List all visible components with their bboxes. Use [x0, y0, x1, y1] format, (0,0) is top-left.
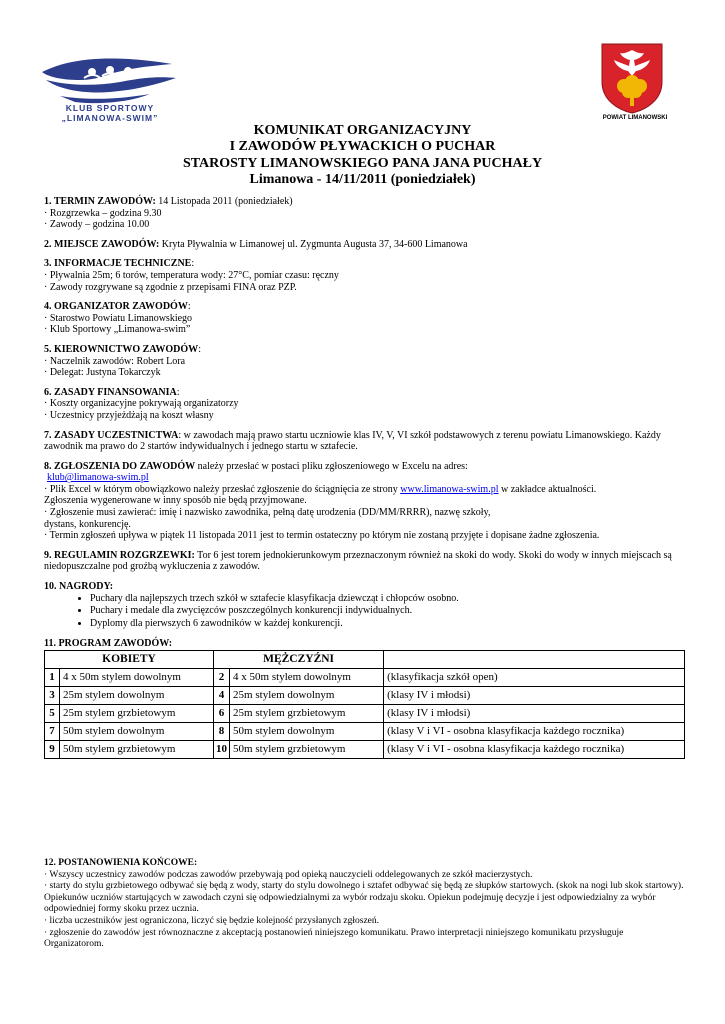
section-7-heading: 7. ZASADY UCZESTNICTWA	[44, 429, 179, 441]
section-10-heading: 10. NAGRODY:	[44, 581, 114, 593]
list-item: • Dyplomy dla pierwszych 6 zawodników w każdej konkurencji.	[90, 618, 684, 631]
section-12-line3: · liczba uczestników jest ograniczona, liczyć się będzie kolejność przysłanych zgłoszeń.	[44, 915, 380, 926]
event-number: 2	[214, 668, 230, 686]
section-8-line1a: · Plik Excel w którym obowiązkowo należy przesłać zgłoszenie do ściągnięcia ze strony	[44, 483, 401, 495]
table-row	[45, 740, 685, 758]
event-women: 4 x 50m stylem dowolnym	[60, 668, 214, 686]
section-3	[44, 258, 684, 293]
section-5-line1: · Naczelnik zawodów: Robert Lora	[44, 355, 186, 367]
section-5-line2: · Delegat: Justyna Tokarczyk	[44, 367, 161, 379]
event-note: (klasyfikacja szkół open)	[384, 668, 685, 686]
event-number: 7	[45, 722, 60, 740]
section-5-heading: 5. KIEROWNICTWO ZAWODÓW	[44, 343, 199, 355]
section-2-text: Kryta Pływalnia w Limanowej ul. Zygmunta Augusta 37, 34-600 Limanowa	[159, 238, 468, 250]
section-8-line2: Zgłoszenia wygenerowane w inny sposób nie będą przyjmowane.	[44, 495, 307, 507]
event-number: 6	[214, 704, 230, 722]
section-1-text: 14 Listopada 2011 (poniedziałek)	[155, 196, 293, 207]
table-row	[45, 686, 685, 704]
section-6-colon: :	[176, 386, 180, 398]
section-3-colon: :	[191, 258, 195, 270]
coat-of-arms-icon	[600, 42, 664, 114]
table-row	[45, 668, 685, 686]
event-number: 3	[45, 686, 60, 704]
event-women: 25m stylem grzbietowym	[60, 704, 214, 722]
event-men: 50m stylem dowolnym	[230, 722, 384, 740]
section-9	[44, 550, 684, 573]
section-1	[44, 196, 684, 231]
section-9-heading: 9. REGULAMIN ROZGRZEWKI:	[44, 549, 195, 561]
table-row	[45, 704, 685, 722]
section-2	[44, 239, 684, 251]
section-5-colon: :	[198, 343, 201, 355]
section-9-text: Tor 6 jest torem jednokierunkowym przeznaczonym również na skoki do wody. Skoki do wody w innych miejscach są niedopuszczalne pod groźbą wykluczenia z zawodów.	[44, 549, 672, 573]
event-men: 4 x 50m stylem dowolnym	[230, 668, 384, 686]
section-4-heading: 4. ORGANIZATOR ZAWODÓW	[44, 301, 188, 313]
section-6	[44, 387, 684, 422]
section-7-text: : w zawodach mają prawo startu uczniowie klas IV, V, VI szkół podstawowych z terenu powiatu Limanowskiego. Każdy zawodnik ma prawo do 2 startów indywidualnych i jednego startu w sztafecie.	[44, 429, 661, 453]
section-6-line2: · Uczestnicy przyjeżdżają na koszt własny	[44, 409, 214, 421]
section-5	[44, 344, 684, 379]
event-women: 50m stylem grzbietowym	[60, 740, 214, 758]
section-8	[44, 461, 684, 542]
event-note: (klasy IV i młodsi)	[384, 686, 685, 704]
event-number: 5	[45, 704, 60, 722]
title-line4: Limanowa - 14/11/2011 (poniedziałek)	[249, 171, 476, 187]
document-body	[44, 196, 684, 759]
section-6-heading: 6. ZASADY FINANSOWANIA	[44, 386, 177, 398]
email-link[interactable]: klub@limanowa-swim.pl	[47, 472, 149, 484]
section-7	[44, 430, 684, 453]
list-item: • Puchary i medale dla zwycięzców poszczególnych konkurencji indywidualnych.	[90, 605, 684, 618]
column-header-women: KOBIETY	[45, 650, 214, 668]
section-1-line2: · Zawody – godzina 10.00	[44, 219, 150, 231]
section-12	[44, 858, 684, 951]
title-line1: KOMUNIKAT ORGANIZACYJNY	[253, 123, 472, 138]
section-3-line1: · Pływalnia 25m; 6 torów, temperatura wody: 27°C, pomiar czasu: ręczny	[44, 269, 339, 281]
section-1-line1: · Rozgrzewka – godzina 9.30	[44, 207, 162, 219]
event-number: 10	[214, 740, 230, 758]
event-note: (klasy V i VI - osobna klasyfikacja każdego rocznika)	[384, 722, 685, 740]
website-link[interactable]: www.limanowa-swim.pl	[400, 483, 499, 495]
section-6-line1: · Koszty organizacyjne pokrywają organizatorzy	[44, 398, 239, 410]
section-2-heading: 2. MIEJSCE ZAWODÓW:	[44, 238, 160, 250]
section-4-colon: :	[187, 301, 191, 313]
title-line2: I ZAWODÓW PŁYWACKICH O PUCHAR	[229, 139, 496, 155]
document-title	[150, 123, 575, 188]
club-name-line2: „LIMANOWA-SWIM”	[61, 113, 159, 123]
event-number: 4	[214, 686, 230, 704]
section-8-line4: dystans, konkurencję.	[44, 518, 131, 530]
section-12-line4: · zgłoszenie do zawodów jest równoznaczne z akceptacją postanowień niniejszego komunikatu. Prawo interpretacji niniejszego komunikatu przysługuje Organizatorom.	[44, 927, 624, 950]
title-line3: STAROSTY LIMANOWSKIEGO PANA JANA PUCHAŁY	[182, 155, 543, 171]
section-4-line1: · Starostwo Powiatu Limanowskiego	[44, 312, 193, 324]
table-row	[45, 722, 685, 740]
section-12-line2: · starty do stylu grzbietowego odbywać się będą z wody, starty do stylu dowolnego i sztafet odbywać się będą ze słupków startowych. (skok na nogi lub skok startowy). Opiekunów uczniów startujących w zawodach czyni się odpowiedzialnymi za wybór rodzaju skoku. Opiekun podejmuję decyzje i jest odpowiedzialny za wybór odpowiedniej formy skoku przez ucznia.	[44, 881, 684, 915]
club-name-text	[40, 103, 180, 123]
club-name-line1: KLUB SPORTOWY	[65, 103, 155, 113]
section-11	[44, 638, 684, 759]
section-3-line2: · Zawody rozgrywane są zgodnie z przepisami FINA oraz PZP.	[44, 281, 297, 293]
event-men: 25m stylem grzbietowym	[230, 704, 384, 722]
table-header-row	[45, 650, 685, 668]
event-number: 1	[45, 668, 60, 686]
event-women: 25m stylem dowolnym	[60, 686, 214, 704]
event-men: 50m stylem grzbietowym	[230, 740, 384, 758]
section-12-line1: · Wszyscy uczestnicy zawodów podczas zawodów przebywają pod opieką nauczycieli oddelegowanych ze szkół macierzystych.	[44, 869, 533, 880]
column-header-note	[384, 650, 685, 668]
event-note: (klasy IV i młodsi)	[384, 704, 685, 722]
column-header-men: MĘŻCZYŹNI	[214, 650, 384, 668]
event-number: 9	[45, 740, 60, 758]
section-8-line5: · Termin zgłoszeń upływa w piątek 11 listopada 2011 jest to termin ostateczny po którym nie zostaną przyjęte i dopisane żadne zgłoszenia.	[44, 530, 600, 542]
event-number: 8	[214, 722, 230, 740]
section-8-heading: 8. ZGŁOSZENIA DO ZAWODÓW	[44, 460, 196, 472]
list-item: • Puchary dla najlepszych trzech szkół w sztafecie klasyfikacja dziewcząt i chłopców osobno.	[90, 593, 684, 606]
swimmer-logo-icon	[40, 50, 180, 105]
powiat-label: POWIAT LIMANOWSKI	[602, 115, 668, 121]
section-12-heading: 12. POSTANOWIENIA KOŃCOWE:	[44, 858, 198, 868]
section-8-line1b: w zakładce aktualności.	[498, 483, 597, 495]
event-note: (klasy V i VI - osobna klasyfikacja każdego rocznika)	[384, 740, 685, 758]
awards-list	[44, 593, 684, 631]
program-table	[44, 650, 685, 759]
section-11-heading: 11. PROGRAM ZAWODÓW:	[44, 638, 173, 650]
section-10	[44, 581, 684, 630]
section-1-heading: 1. TERMIN ZAWODÓW:	[44, 196, 156, 207]
section-4	[44, 301, 684, 336]
section-4-line2: · Klub Sportowy „Limanowa-swim”	[44, 324, 191, 336]
section-8-line3: · Zgłoszenie musi zawierać: imię i nazwisko zawodnika, pełną datę urodzenia (DD/MM/RRRR), nazwę szkoły,	[44, 507, 491, 519]
event-men: 25m stylem dowolnym	[230, 686, 384, 704]
section-3-heading: 3. INFORMACJE TECHNICZNE	[44, 258, 192, 270]
section-8-text: należy przesłać w postaci pliku zgłoszeniowego w Excelu na adres:	[195, 460, 468, 472]
event-women: 50m stylem dowolnym	[60, 722, 214, 740]
